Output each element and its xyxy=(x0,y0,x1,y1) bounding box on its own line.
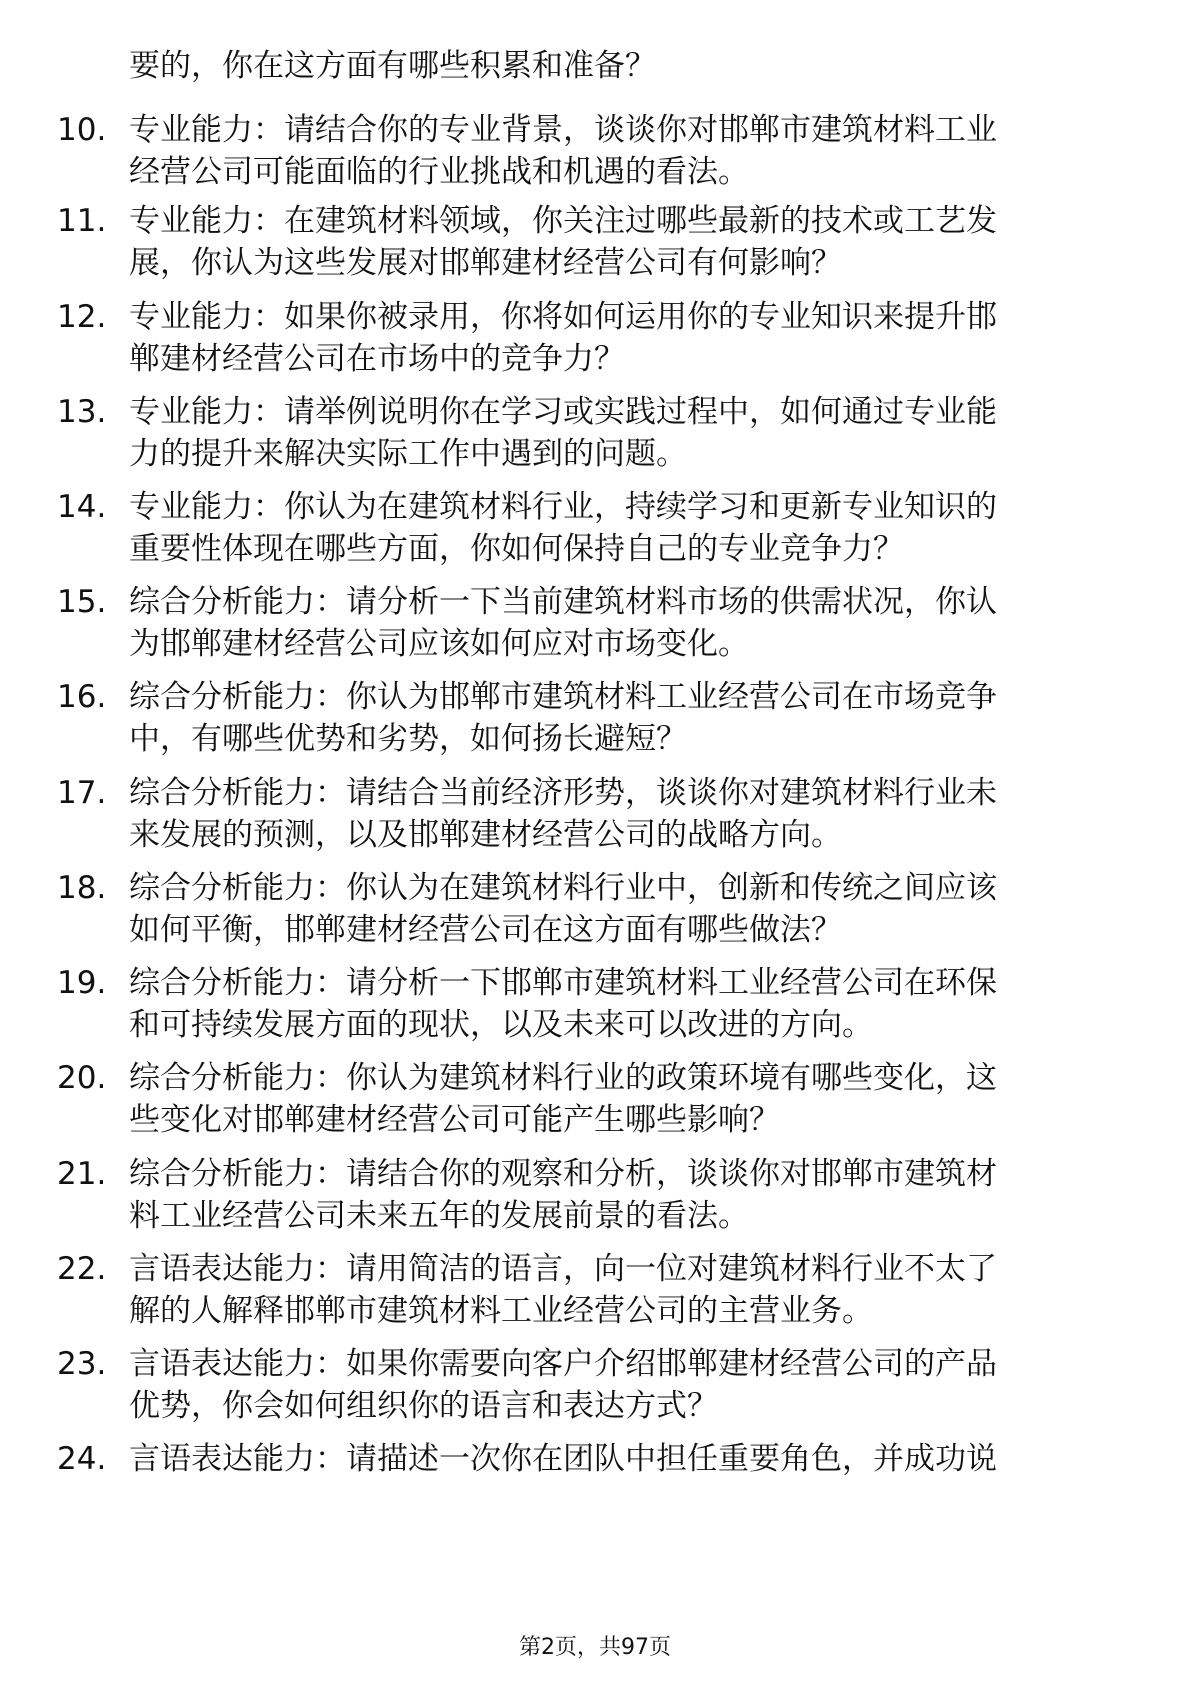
question-line: 郸建材经营公司在市场中的竞争力？ xyxy=(129,341,625,377)
question-line: 言语表达能力：请描述一次你在团队中担任重要角色，并成功说 xyxy=(129,1441,997,1477)
question-line: 重要性体现在哪些方面，你如何保持自己的专业竞争力？ xyxy=(129,531,904,567)
question-number: 14. xyxy=(57,489,107,525)
question-text xyxy=(129,109,1129,193)
question-text xyxy=(129,867,1129,951)
question-text xyxy=(129,1248,1129,1332)
question-number: 10. xyxy=(57,112,107,148)
question-line: 专业能力：如果你被录用，你将如何运用你的专业知识来提升邯 xyxy=(129,299,997,335)
question-line: 综合分析能力：你认为在建筑材料行业中，创新和传统之间应该 xyxy=(129,870,997,906)
question-line: 解的人解释邯郸市建筑材料工业经营公司的主营业务。 xyxy=(129,1293,873,1329)
question-number: 22. xyxy=(57,1251,107,1287)
question-number: 11. xyxy=(57,203,107,239)
question-line: 优势，你会如何组织你的语言和表达方式？ xyxy=(129,1388,718,1424)
question-number: 12. xyxy=(57,299,107,335)
question-line: 综合分析能力：请结合你的观察和分析，谈谈你对邯郸市建筑材 xyxy=(129,1156,997,1192)
question-line: 经营公司可能面临的行业挑战和机遇的看法。 xyxy=(129,154,749,190)
question-text xyxy=(129,581,1129,665)
question-text xyxy=(129,962,1129,1046)
question-number: 15. xyxy=(57,584,107,620)
question-number: 24. xyxy=(57,1441,107,1477)
question-line: 综合分析能力：请分析一下当前建筑材料市场的供需状况，你认 xyxy=(129,584,997,620)
question-line: 如何平衡，邯郸建材经营公司在这方面有哪些做法？ xyxy=(129,912,842,948)
question-text xyxy=(129,296,1129,380)
question-number: 13. xyxy=(57,394,107,430)
question-line: 料工业经营公司未来五年的发展前景的看法。 xyxy=(129,1198,749,1234)
question-text xyxy=(129,676,1129,760)
question-number: 20. xyxy=(57,1060,107,1096)
question-number: 17. xyxy=(57,775,107,811)
question-line: 言语表达能力：如果你需要向客户介绍邯郸建材经营公司的产品 xyxy=(129,1346,997,1382)
question-line: 专业能力：请结合你的专业背景，谈谈你对邯郸市建筑材料工业 xyxy=(129,112,997,148)
page-footer: 第2页，共97页 xyxy=(519,1635,671,1660)
question-line: 展，你认为这些发展对邯郸建材经营公司有何影响？ xyxy=(129,245,842,281)
question-line: 综合分析能力：请分析一下邯郸市建筑材料工业经营公司在环保 xyxy=(129,965,997,1001)
question-number: 23. xyxy=(57,1346,107,1382)
question-line: 言语表达能力：请用简洁的语言，向一位对建筑材料行业不太了 xyxy=(129,1251,997,1287)
question-number: 18. xyxy=(57,870,107,906)
question-line: 为邯郸建材经营公司应该如何应对市场变化。 xyxy=(129,626,749,662)
question-line: 专业能力：请举例说明你在学习或实践过程中，如何通过专业能 xyxy=(129,394,997,430)
question-line: 综合分析能力：请结合当前经济形势，谈谈你对建筑材料行业未 xyxy=(129,775,997,811)
question-text xyxy=(129,1057,1129,1141)
question-line: 综合分析能力：你认为建筑材料行业的政策环境有哪些变化，这 xyxy=(129,1060,997,1096)
question-text xyxy=(129,1438,1129,1480)
question-number: 19. xyxy=(57,965,107,1001)
question-line: 综合分析能力：你认为邯郸市建筑材料工业经营公司在市场竞争 xyxy=(129,679,997,715)
continuation-line: 要的，你在这方面有哪些积累和准备？ xyxy=(129,48,656,84)
question-text xyxy=(129,200,1129,284)
question-text xyxy=(129,486,1129,570)
question-text xyxy=(129,772,1129,856)
question-text xyxy=(129,391,1129,475)
question-line: 和可持续发展方面的现状，以及未来可以改进的方向。 xyxy=(129,1007,873,1043)
question-number: 21. xyxy=(57,1156,107,1192)
question-line: 来发展的预测，以及邯郸建材经营公司的战略方向。 xyxy=(129,817,842,853)
question-text xyxy=(129,1153,1129,1237)
question-line: 些变化对邯郸建材经营公司可能产生哪些影响？ xyxy=(129,1102,780,1138)
question-line: 专业能力：在建筑材料领域，你关注过哪些最新的技术或工艺发 xyxy=(129,203,997,239)
question-number: 16. xyxy=(57,679,107,715)
question-line: 力的提升来解决实际工作中遇到的问题。 xyxy=(129,436,687,472)
question-text xyxy=(129,1343,1129,1427)
question-line: 中，有哪些优势和劣势，如何扬长避短？ xyxy=(129,721,687,757)
question-line: 专业能力：你认为在建筑材料行业，持续学习和更新专业知识的 xyxy=(129,489,997,525)
